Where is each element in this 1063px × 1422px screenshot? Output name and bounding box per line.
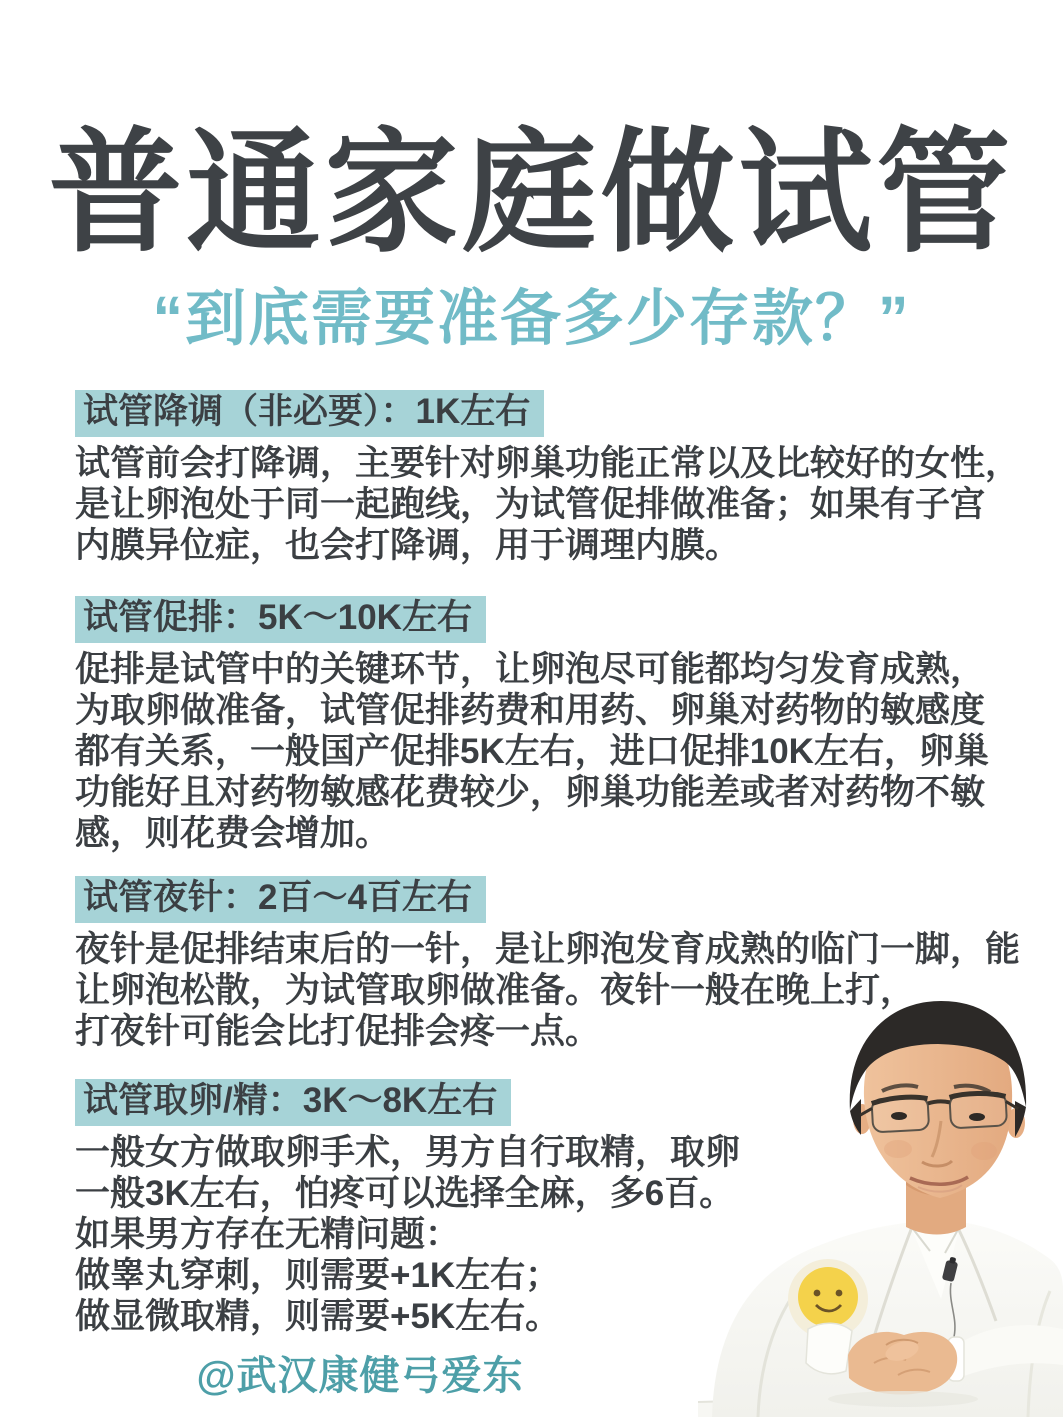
text-line: 做显微取精，则需要+5K左右。	[75, 1296, 561, 1336]
author-watermark: @武汉康健弓爱东	[196, 1354, 524, 1398]
text-line: 感，则花费会增加。	[75, 813, 391, 853]
section-quluan	[75, 1079, 1043, 1337]
text-line: 一般女方做取卵手术，男方自行取精，取卵	[75, 1132, 741, 1172]
text-line: 一般3K左右，怕疼可以选择全麻，多6百。	[75, 1173, 735, 1213]
section-body	[75, 443, 1043, 566]
section-heading: 试管取卵/精：3K～8K左右	[75, 1079, 511, 1126]
text-line: 试管前会打降调，主要针对卵巢功能正常以及比较好的女性，	[75, 443, 1021, 483]
text-line: 都有关系，一般国产促排5K左右，进口促排10K左右，卵巢	[75, 731, 989, 771]
section-body	[75, 929, 1043, 1052]
text-line: 促排是试管中的关键环节，让卵泡尽可能都均匀发育成熟，	[75, 649, 986, 689]
text-line: 是让卵泡处于同一起跑线，为试管促排做准备；如果有子宫	[75, 484, 986, 524]
section-body	[75, 1132, 1043, 1337]
section-heading: 试管促排：5K～10K左右	[75, 596, 486, 643]
text-line: 功能好且对药物敏感花费较少，卵巢功能差或者对药物不敏	[75, 772, 986, 812]
text-line: 让卵泡松散，为试管取卵做准备。夜针一般在晚上打，	[75, 970, 916, 1010]
section-cupai	[75, 596, 1043, 854]
section-heading: 试管降调（非必要）：1K左右	[75, 390, 544, 437]
text-line: 如果男方存在无精问题：	[75, 1214, 461, 1254]
section-yezhen	[75, 876, 1043, 1052]
text-line: 夜针是促排结束后的一针，是让卵泡发育成熟的临门一脚，能	[75, 929, 1021, 969]
section-body	[75, 649, 1043, 854]
text-line: 为取卵做准备，试管促排药费和用药、卵巢对药物的敏感度	[75, 690, 986, 730]
section-heading: 试管夜针：2百～4百左右	[75, 876, 486, 923]
section-jiangdiao	[75, 390, 1043, 566]
page-subtitle: “到底需要准备多少存款？”	[152, 284, 911, 352]
text-line: 打夜针可能会比打促排会疼一点。	[75, 1011, 601, 1051]
text-line: 内膜异位症，也会打降调，用于调理内膜。	[75, 525, 741, 565]
page-title: 普通家庭做试管	[48, 119, 1015, 268]
text-line: 做睾丸穿刺，则需要+1K左右；	[75, 1255, 561, 1295]
